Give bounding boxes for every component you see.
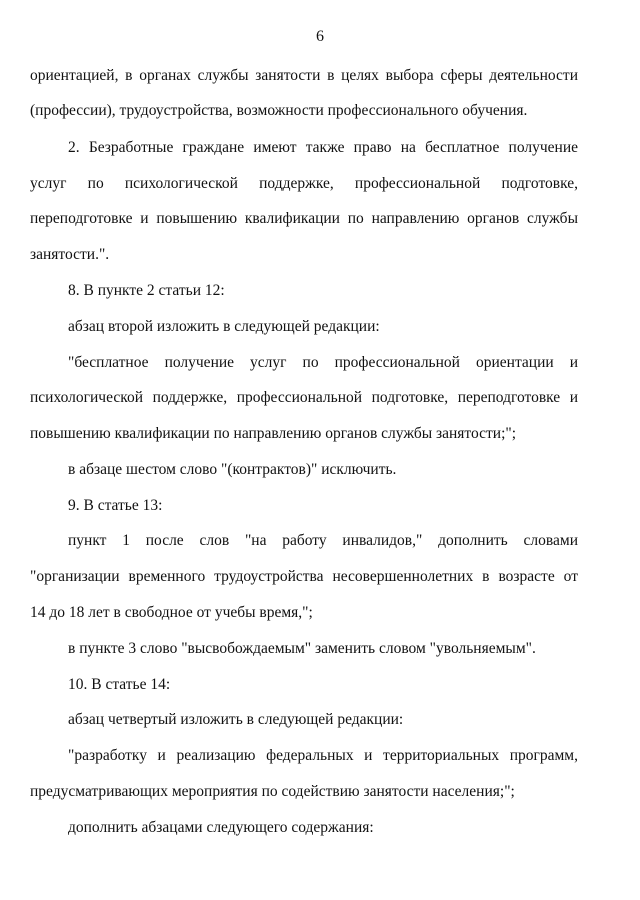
paragraph-start: 8. В пункте 2 статьи 12: (68, 282, 225, 299)
text-line: 14 до 18 лет в свободное от учебы время,"; (30, 604, 313, 621)
text-line: ориентацией, в органах службы занятости в целях выбора сферы деятельности (30, 67, 578, 84)
text-line: (профессии), трудоустройства, возможности профессионального обучения. (30, 102, 528, 119)
paragraph-start: дополнить абзацами следующего содержания: (68, 819, 374, 836)
paragraph-start: в абзаце шестом слово "(контрактов)" исключить. (68, 461, 397, 478)
paragraph-start: 9. В статье 13: (68, 497, 163, 514)
text-line: повышению квалификации по направлению органов службы занятости;"; (30, 425, 517, 442)
text-line: переподготовке и повышению квалификации по направлению органов службы (30, 210, 578, 227)
paragraph-start: "бесплатное получение услуг по профессиональной ориентации и (68, 354, 578, 371)
text-line: "организации временного трудоустройства несовершеннолетних в возрасте от (30, 568, 578, 585)
paragraph-start: абзац четвертый изложить в следующей редакции: (68, 711, 404, 728)
paragraph-start: "разработку и реализацию федеральных и территориальных программ, (68, 747, 578, 764)
text-line: предусматривающих мероприятия по содействию занятости населения;"; (30, 783, 515, 800)
paragraph-start: в пункте 3 слово "высвобождаемым" заменить словом "увольняемым". (68, 640, 536, 657)
text-line: услуг по психологической поддержке, профессиональной подготовке, (30, 175, 578, 192)
page-number: 6 (316, 28, 324, 45)
paragraph-start: 10. В статье 14: (68, 676, 171, 693)
paragraph-start: абзац второй изложить в следующей редакции: (68, 318, 380, 335)
text-line: психологической поддержке, профессиональной подготовке, переподготовке и (30, 389, 578, 406)
paragraph-start: 2. Безработные граждане имеют также право на бесплатное получение (68, 139, 578, 156)
paragraph-start: пункт 1 после слов "на работу инвалидов," дополнить словами (68, 532, 578, 549)
text-line: занятости.". (30, 246, 110, 263)
